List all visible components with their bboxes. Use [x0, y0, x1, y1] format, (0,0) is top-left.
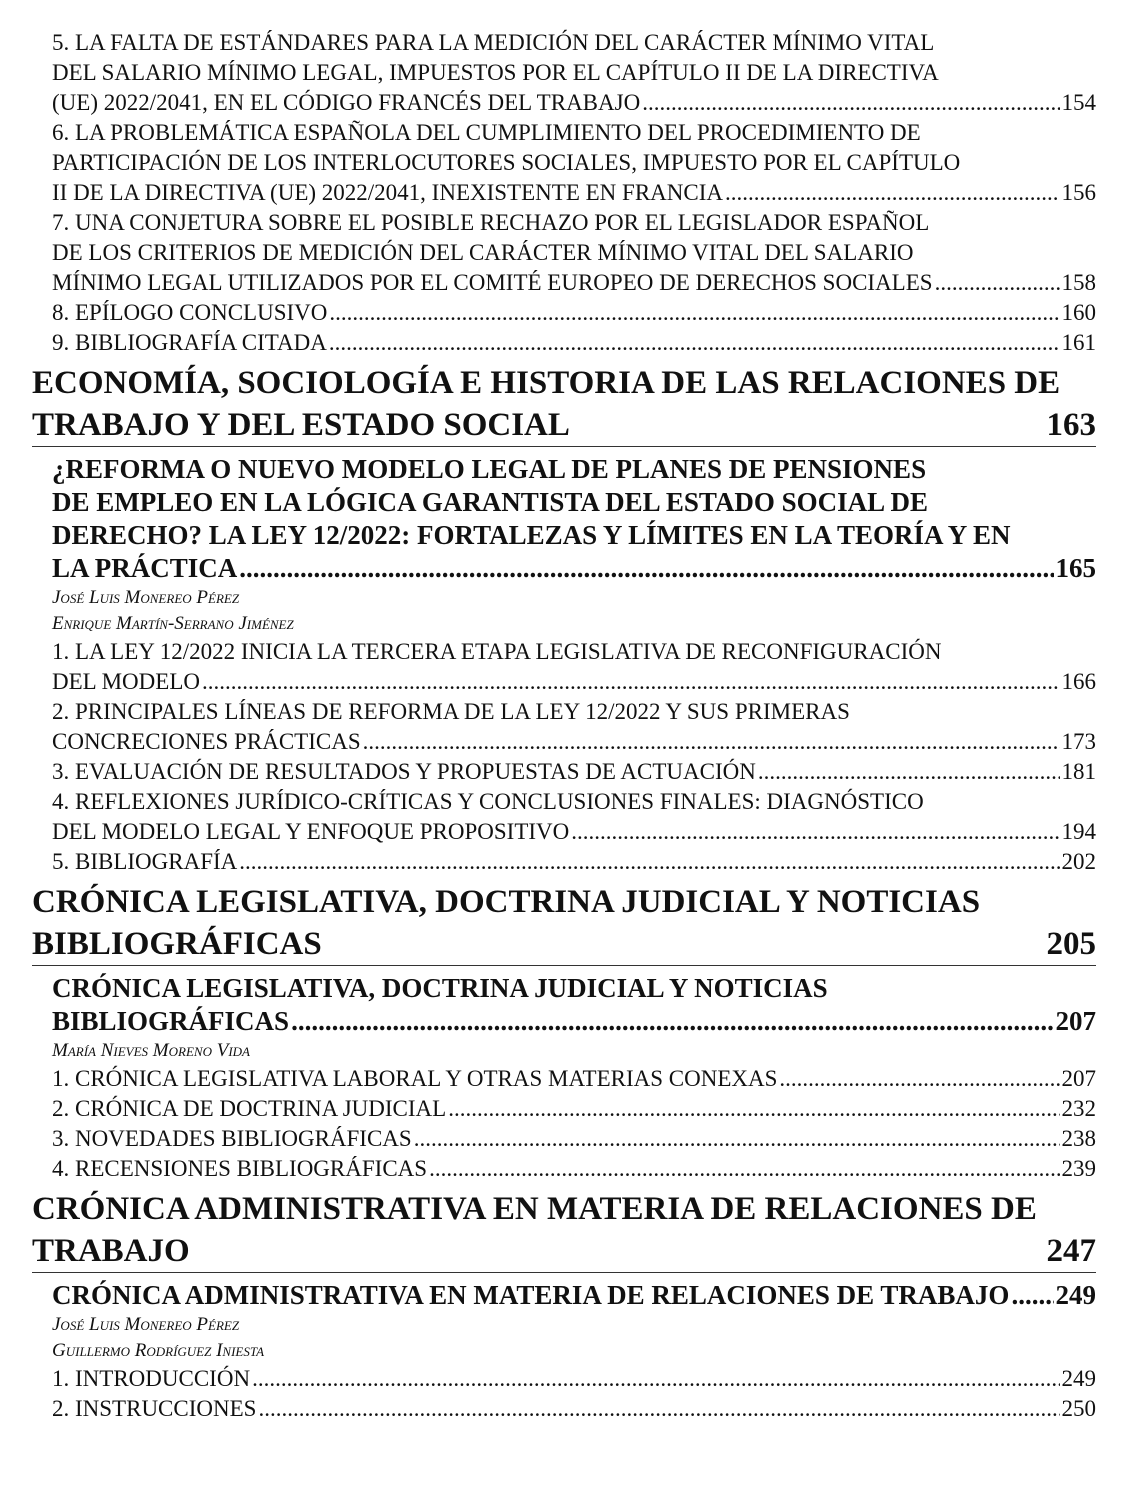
dot-leader	[758, 757, 1060, 787]
page-number: 249	[1061, 1366, 1096, 1391]
dot-leader	[329, 328, 1060, 358]
dot-leader	[725, 178, 1060, 208]
toc-entry[interactable]	[52, 787, 1096, 847]
toc-entry-text: 5. BIBLIOGRAFÍA	[52, 849, 238, 874]
page-number: 250	[1061, 1396, 1096, 1421]
author-name: María Nieves Moreno Vida	[52, 1040, 250, 1061]
article-title-line: CRÓNICA LEGISLATIVA, DOCTRINA JUDICIAL Y NOTICIAS	[52, 973, 828, 1003]
toc-entry-text: 1. CRÓNICA LEGISLATIVA LABORAL Y OTRAS MATERIAS CONEXAS	[52, 1066, 778, 1091]
toc-entry[interactable]	[52, 1154, 1096, 1184]
toc-entry-line: DE LOS CRITERIOS DE MEDICIÓN DEL CARÁCTER MÍNIMO VITAL DEL SALARIO	[52, 240, 914, 265]
page-number: 205	[1046, 926, 1096, 962]
toc-entry-text: 3. EVALUACIÓN DE RESULTADOS Y PROPUESTAS DE ACTUACIÓN	[52, 759, 756, 784]
dot-leader	[258, 1394, 1059, 1424]
section-title-line: CRÓNICA ADMINISTRATIVA EN MATERIA DE RELACIONES DE	[32, 1191, 1037, 1227]
toc-entry[interactable]	[52, 208, 1096, 298]
toc-page	[0, 28, 1140, 1424]
toc-entry[interactable]	[52, 28, 1096, 118]
page-number: 158	[1061, 270, 1096, 295]
article-title-line: DE EMPLEO EN LA LÓGICA GARANTISTA DEL ESTADO SOCIAL DE	[52, 487, 928, 517]
section-heading[interactable]	[32, 362, 1096, 447]
toc-entry-text: DEL MODELO LEGAL Y ENFOQUE PROPOSITIVO	[52, 819, 570, 844]
toc-entry[interactable]	[52, 1124, 1096, 1154]
toc-entry-text: 1. INTRODUCCIÓN	[52, 1366, 251, 1391]
dot-leader	[291, 1005, 1053, 1038]
toc-entry[interactable]	[52, 328, 1096, 358]
page-number: 207	[1055, 1006, 1096, 1036]
toc-entry[interactable]	[52, 298, 1096, 328]
dot-leader	[642, 88, 1059, 118]
page-number: 173	[1061, 729, 1096, 754]
page-number: 239	[1061, 1156, 1096, 1181]
toc-entry-text: (UE) 2022/2041, EN EL CÓDIGO FRANCÉS DEL TRABAJO	[52, 90, 641, 115]
page-number: 166	[1061, 669, 1096, 694]
dot-leader	[1011, 1279, 1053, 1312]
dot-leader	[571, 817, 1059, 847]
toc-block-1	[0, 28, 1140, 358]
toc-entry-line: 2. PRINCIPALES LÍNEAS DE REFORMA DE LA LEY 12/2022 Y SUS PRIMERAS	[52, 699, 850, 724]
toc-entry-line: 4. REFLEXIONES JURÍDICO-CRÍTICAS Y CONCLUSIONES FINALES: DIAGNÓSTICO	[52, 789, 924, 814]
toc-entry-line: DEL SALARIO MÍNIMO LEGAL, IMPUESTOS POR EL CAPÍTULO II DE LA DIRECTIVA	[52, 60, 939, 85]
toc-entry-line: PARTICIPACIÓN DE LOS INTERLOCUTORES SOCIALES, IMPUESTO POR EL CAPÍTULO	[52, 150, 961, 175]
toc-entry[interactable]	[52, 697, 1096, 757]
page-number: 156	[1061, 180, 1096, 205]
section-title-line: CRÓNICA LEGISLATIVA, DOCTRINA JUDICIAL Y NOTICIAS	[32, 884, 981, 920]
page-number: 163	[1046, 407, 1096, 443]
toc-entry-text: DEL MODELO	[52, 669, 200, 694]
toc-entry[interactable]	[52, 757, 1096, 787]
toc-entry-line: 1. LA LEY 12/2022 INICIA LA TERCERA ETAPA LEGISLATIVA DE RECONFIGURACIÓN	[52, 639, 942, 664]
toc-entry-text: 8. EPÍLOGO CONCLUSIVO	[52, 300, 328, 325]
page-number: 202	[1061, 849, 1096, 874]
toc-entry[interactable]	[52, 637, 1096, 697]
page-number: 238	[1061, 1126, 1096, 1151]
author-name: Enrique Martín-Serrano Jiménez	[52, 613, 294, 634]
article-title-line: CRÓNICA ADMINISTRATIVA EN MATERIA DE RELACIONES DE TRABAJO	[52, 1280, 1010, 1310]
toc-entry-line: 6. LA PROBLEMÁTICA ESPAÑOLA DEL CUMPLIMIENTO DEL PROCEDIMIENTO DE	[52, 120, 921, 145]
dot-leader	[202, 667, 1060, 697]
page-number: 194	[1061, 819, 1096, 844]
page-number: 247	[1046, 1233, 1096, 1269]
section-heading[interactable]	[32, 1188, 1096, 1273]
dot-leader	[363, 727, 1060, 757]
article-heading[interactable]	[52, 453, 1096, 585]
dot-leader	[779, 1064, 1059, 1094]
dot-leader	[239, 847, 1059, 877]
toc-entry-line: 5. LA FALTA DE ESTÁNDARES PARA LA MEDICIÓN DEL CARÁCTER MÍNIMO VITAL	[52, 30, 935, 55]
toc-entry-text: 4. RECENSIONES BIBLIOGRÁFICAS	[52, 1156, 428, 1181]
page-number: 207	[1061, 1066, 1096, 1091]
dot-leader	[448, 1094, 1059, 1124]
section-title-line: TRABAJO Y DEL ESTADO SOCIAL	[32, 407, 570, 443]
toc-entry[interactable]	[52, 1394, 1096, 1424]
toc-entry[interactable]	[52, 1094, 1096, 1124]
dot-leader	[239, 552, 1053, 585]
toc-entry[interactable]	[52, 1064, 1096, 1094]
dot-leader	[414, 1124, 1060, 1154]
toc-entry-text: 3. NOVEDADES BIBLIOGRÁFICAS	[52, 1126, 412, 1151]
toc-entry[interactable]	[52, 1364, 1096, 1394]
page-number: 249	[1055, 1280, 1096, 1310]
dot-leader	[935, 268, 1060, 298]
page-number: 160	[1061, 300, 1096, 325]
author-name: José Luis Monereo Pérez	[52, 587, 240, 608]
toc-entry-text: CONCRECIONES PRÁCTICAS	[52, 729, 361, 754]
article-heading[interactable]	[52, 972, 1096, 1038]
page-number: 181	[1061, 759, 1096, 784]
toc-entry-text: II DE LA DIRECTIVA (UE) 2022/2041, INEXISTENTE EN FRANCIA	[52, 180, 723, 205]
toc-entry[interactable]	[52, 118, 1096, 208]
author-name: Guillermo Rodríguez Iniesta	[52, 1340, 265, 1361]
toc-entry-text: 9. BIBLIOGRAFÍA CITADA	[52, 330, 327, 355]
page-number: 154	[1061, 90, 1096, 115]
article-title-line: LA PRÁCTICA	[52, 553, 238, 583]
dot-leader	[252, 1364, 1059, 1394]
article-title-line: DERECHO? LA LEY 12/2022: FORTALEZAS Y LÍMITES EN LA TEORÍA Y EN	[52, 520, 1011, 550]
section-title-line: TRABAJO	[32, 1233, 190, 1269]
section-title-line: ECONOMÍA, SOCIOLOGÍA E HISTORIA DE LAS RELACIONES DE	[32, 365, 1061, 401]
toc-entry[interactable]	[52, 847, 1096, 877]
article-heading[interactable]	[52, 1279, 1096, 1312]
article-title-line: ¿REFORMA O NUEVO MODELO LEGAL DE PLANES DE PENSIONES	[52, 454, 927, 484]
author-name: José Luis Monereo Pérez	[52, 1314, 240, 1335]
toc-entry-text: 2. CRÓNICA DE DOCTRINA JUDICIAL	[52, 1096, 447, 1121]
dot-leader	[329, 298, 1059, 328]
article-title-line: BIBLIOGRÁFICAS	[52, 1006, 290, 1036]
section-title-line: BIBLIOGRÁFICAS	[32, 926, 322, 962]
toc-entry-text: MÍNIMO LEGAL UTILIZADOS POR EL COMITÉ EUROPEO DE DERECHOS SOCIALES	[52, 270, 933, 295]
page-number: 161	[1061, 330, 1096, 355]
toc-entry-text: 2. INSTRUCCIONES	[52, 1396, 257, 1421]
page-number: 165	[1055, 553, 1096, 583]
dot-leader	[429, 1154, 1059, 1184]
toc-entry-line: 7. UNA CONJETURA SOBRE EL POSIBLE RECHAZO POR EL LEGISLADOR ESPAÑOL	[52, 210, 930, 235]
section-heading[interactable]	[32, 881, 1096, 966]
page-number: 232	[1061, 1096, 1096, 1121]
